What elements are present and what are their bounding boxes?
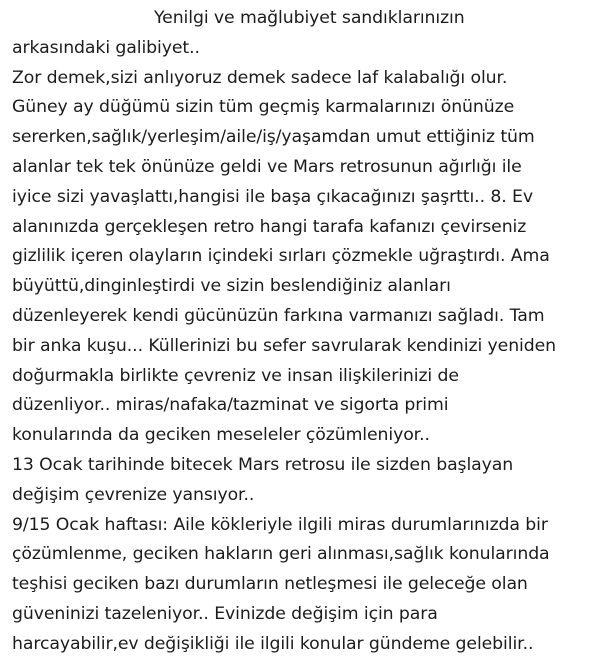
text-line: düzenliyor.. miras/nafaka/tazminat ve sigorta primi bbox=[12, 395, 449, 416]
text-line: teşhisi geciken bazı durumların netleşmesi ile geleceğe olan bbox=[12, 574, 528, 595]
text-line: 13 Ocak tarihinde bitecek Mars retrosu ile sizden başlayan bbox=[12, 454, 514, 475]
text-line: büyüttü,dinginleştirdi ve sizin beslendiğiniz alanları bbox=[12, 276, 451, 297]
text-line: bir anka kuşu... Küllerinizi bu sefer savrularak kendinizi yeniden bbox=[12, 335, 557, 356]
text-line: Güney ay düğümü sizin tüm geçmiş karmalarınızı önünüze bbox=[12, 97, 515, 118]
text-line: Zor demek,sizi anlıyoruz demek sadece laf kalabalığı olur. bbox=[12, 67, 508, 88]
text-line: konularında da geciken meseleler çözümleniyor.. bbox=[12, 425, 430, 446]
text-line: değişim çevrenize yansıyor.. bbox=[12, 484, 255, 505]
text-line: 9/15 Ocak haftası: Aile kökleriyle ilgili miras durumlarınızda bir bbox=[12, 514, 548, 535]
text-line: alanlar tek tek önünüze geldi ve Mars retrosunun ağırlığı ile bbox=[12, 156, 522, 177]
text-line: düzenleyerek kendi gücünüzün farkına varmanızı sağladı. Tam bbox=[12, 305, 545, 326]
text-line: çözümlenme, geciken hakların geri alınması,sağlık konularında bbox=[12, 544, 550, 565]
text-line: güveninizi tazeleniyor.. Evinizde değişim için para bbox=[12, 603, 438, 624]
text-line: iyice sizi yavaşlattı,hangisi ile başa çıkacağınızı şaşrttı.. 8. Ev bbox=[12, 186, 533, 207]
text-line-title: Yenilgi ve mağlubiyet sandıklarınızın bbox=[154, 8, 465, 28]
text-line: alanınızda gerçekleşen retro hangi tarafa kafanızı çevirseniz bbox=[12, 216, 527, 237]
text-line: arkasındaki galibiyet.. bbox=[12, 37, 200, 58]
text-line: gizlilik içeren olayların içindeki sırları çözmekle uğraştırdı. Ama bbox=[12, 246, 550, 267]
text-line: doğurmakla birlikte çevreniz ve insan ilişkilerinizi de bbox=[12, 365, 459, 386]
text-line: harcayabilir,ev değişikliği ile ilgili konular gündeme gelebilir.. bbox=[12, 633, 534, 654]
text-line: sererken,sağlık/yerleşim/aile/iş/yaşamdan umut ettiğiniz tüm bbox=[12, 127, 535, 148]
